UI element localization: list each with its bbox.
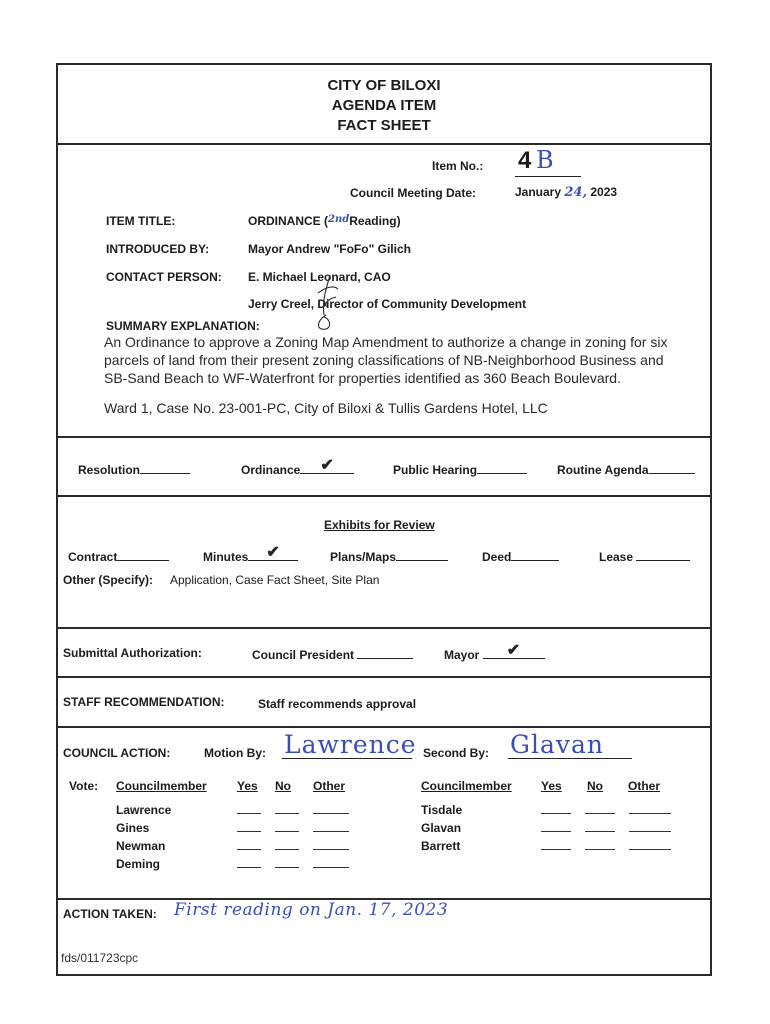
header-line-2: AGENDA ITEM bbox=[331, 97, 437, 114]
header-box bbox=[56, 63, 712, 145]
staff-recommendation-label: STAFF RECOMMENDATION: bbox=[63, 695, 225, 709]
ordinance-check-mark: ✔ bbox=[320, 457, 334, 474]
public-hearing-option: Public Hearing bbox=[393, 461, 527, 477]
member-row: Gines bbox=[116, 821, 150, 835]
minutes-check-mark: ✔ bbox=[266, 544, 280, 561]
header-line-3: FACT SHEET bbox=[337, 117, 431, 134]
routine-agenda-option: Routine Agenda bbox=[557, 461, 695, 477]
council-action-label: COUNCIL ACTION: bbox=[63, 746, 171, 760]
mayor-option: Mayor ✔ bbox=[444, 646, 545, 662]
item-no-label: Item No.: bbox=[432, 159, 484, 173]
contact-person-1: E. Michael Leonard, CAO bbox=[248, 270, 391, 284]
deed-option: Deed bbox=[482, 548, 559, 564]
col-no-right: No bbox=[587, 779, 603, 793]
exhibits-box bbox=[56, 495, 712, 629]
meeting-date-value: January 24, 2023 bbox=[515, 185, 618, 200]
left-members-list bbox=[116, 801, 171, 873]
member-row: Lawrence bbox=[116, 803, 172, 817]
col-no-left: No bbox=[275, 779, 291, 793]
summary-label: SUMMARY EXPLANATION: bbox=[106, 319, 260, 333]
resolution-option: Resolution bbox=[78, 461, 190, 477]
contact-person-label: CONTACT PERSON: bbox=[106, 270, 222, 284]
council-action-box bbox=[56, 726, 712, 900]
col-yes-right: Yes bbox=[541, 779, 562, 793]
footer-code: fds/011723cpc bbox=[61, 951, 139, 965]
mayor-check-mark: ✔ bbox=[506, 642, 521, 659]
authorization-box bbox=[56, 627, 712, 678]
summary-text: An Ordinance to approve a Zoning Map Amendment to authorize a change in zoning for six parcels of land from their present zoning classifications of NB-Neighborhood Business and SB-Sand Beach to WF-Waterfront for properties identified as 360 Beach Boulevard. bbox=[104, 334, 668, 386]
meeting-day-handwritten: 24, bbox=[564, 185, 587, 200]
agenda-type-box bbox=[56, 436, 712, 497]
introduced-by-value: Mayor Andrew "FoFo" Gilich bbox=[248, 242, 411, 256]
col-councilmember-right: Councilmember bbox=[421, 779, 512, 793]
item-title-label: ITEM TITLE: bbox=[106, 214, 176, 228]
motion-by-line bbox=[282, 758, 412, 759]
item-no-handwritten: B bbox=[536, 146, 554, 174]
member-row: Barrett bbox=[421, 839, 461, 853]
right-vote-blanks bbox=[541, 801, 671, 855]
header-line-1: CITY OF BILOXI bbox=[327, 77, 441, 94]
member-row: Newman bbox=[116, 839, 166, 853]
initials-signature bbox=[308, 271, 348, 333]
staff-recommendation-value: Staff recommends approval bbox=[258, 697, 417, 711]
item-title-value: ORDINANCE ($^{2nd}$Reading) bbox=[248, 214, 401, 228]
member-row: Deming bbox=[116, 857, 161, 871]
exhibits-title: Exhibits for Review bbox=[324, 518, 435, 532]
authorization-label: Submittal Authorization: bbox=[63, 646, 202, 660]
right-members-list bbox=[421, 801, 462, 855]
second-by-label: Second By: bbox=[423, 746, 490, 760]
ordinance-option: Ordinance ✔ bbox=[241, 461, 354, 477]
member-row: Tisdale bbox=[421, 803, 463, 817]
staff-recommendation-box bbox=[56, 676, 712, 728]
item-no-printed: 4 bbox=[518, 147, 532, 174]
minutes-option: Minutes ✔ bbox=[203, 548, 298, 564]
action-taken-label: ACTION TAKEN: bbox=[63, 907, 157, 921]
plans-maps-option: Plans/Maps bbox=[330, 548, 448, 564]
left-vote-blanks bbox=[237, 801, 349, 873]
item-no-underline bbox=[515, 176, 581, 177]
member-row: Glavan bbox=[421, 821, 462, 835]
item-details-box bbox=[56, 143, 712, 438]
other-specify-value: Application, Case Fact Sheet, Site Plan bbox=[170, 573, 380, 587]
vote-label: Vote: bbox=[69, 779, 99, 793]
lease-option: Lease bbox=[599, 548, 690, 564]
reading-number-handwritten: 2nd bbox=[328, 214, 350, 225]
council-president-option: Council President bbox=[252, 646, 413, 662]
meeting-date-label: Council Meeting Date: bbox=[350, 186, 477, 200]
ward-case-text: Ward 1, Case No. 23-001-PC, City of Biloxi & Tullis Gardens Hotel, LLC bbox=[104, 400, 548, 416]
col-councilmember-left: Councilmember bbox=[116, 779, 207, 793]
motion-by-handwritten: Lawrence bbox=[284, 730, 417, 759]
contract-option: Contract bbox=[68, 548, 169, 564]
other-specify-label: Other (Specify): bbox=[63, 573, 154, 587]
col-yes-left: Yes bbox=[237, 779, 258, 793]
motion-by-label: Motion By: bbox=[204, 746, 266, 760]
action-taken-box bbox=[56, 898, 712, 976]
second-by-handwritten: Glavan bbox=[510, 730, 605, 759]
second-by-line bbox=[508, 758, 632, 759]
col-other-left: Other bbox=[313, 779, 346, 793]
introduced-by-label: INTRODUCED BY: bbox=[106, 242, 210, 256]
action-taken-handwritten: First reading on Jan. 17, 2023 bbox=[174, 900, 449, 920]
col-other-right: Other bbox=[628, 779, 661, 793]
contact-person-2: Jerry Creel, Director of Community Development bbox=[248, 297, 527, 311]
